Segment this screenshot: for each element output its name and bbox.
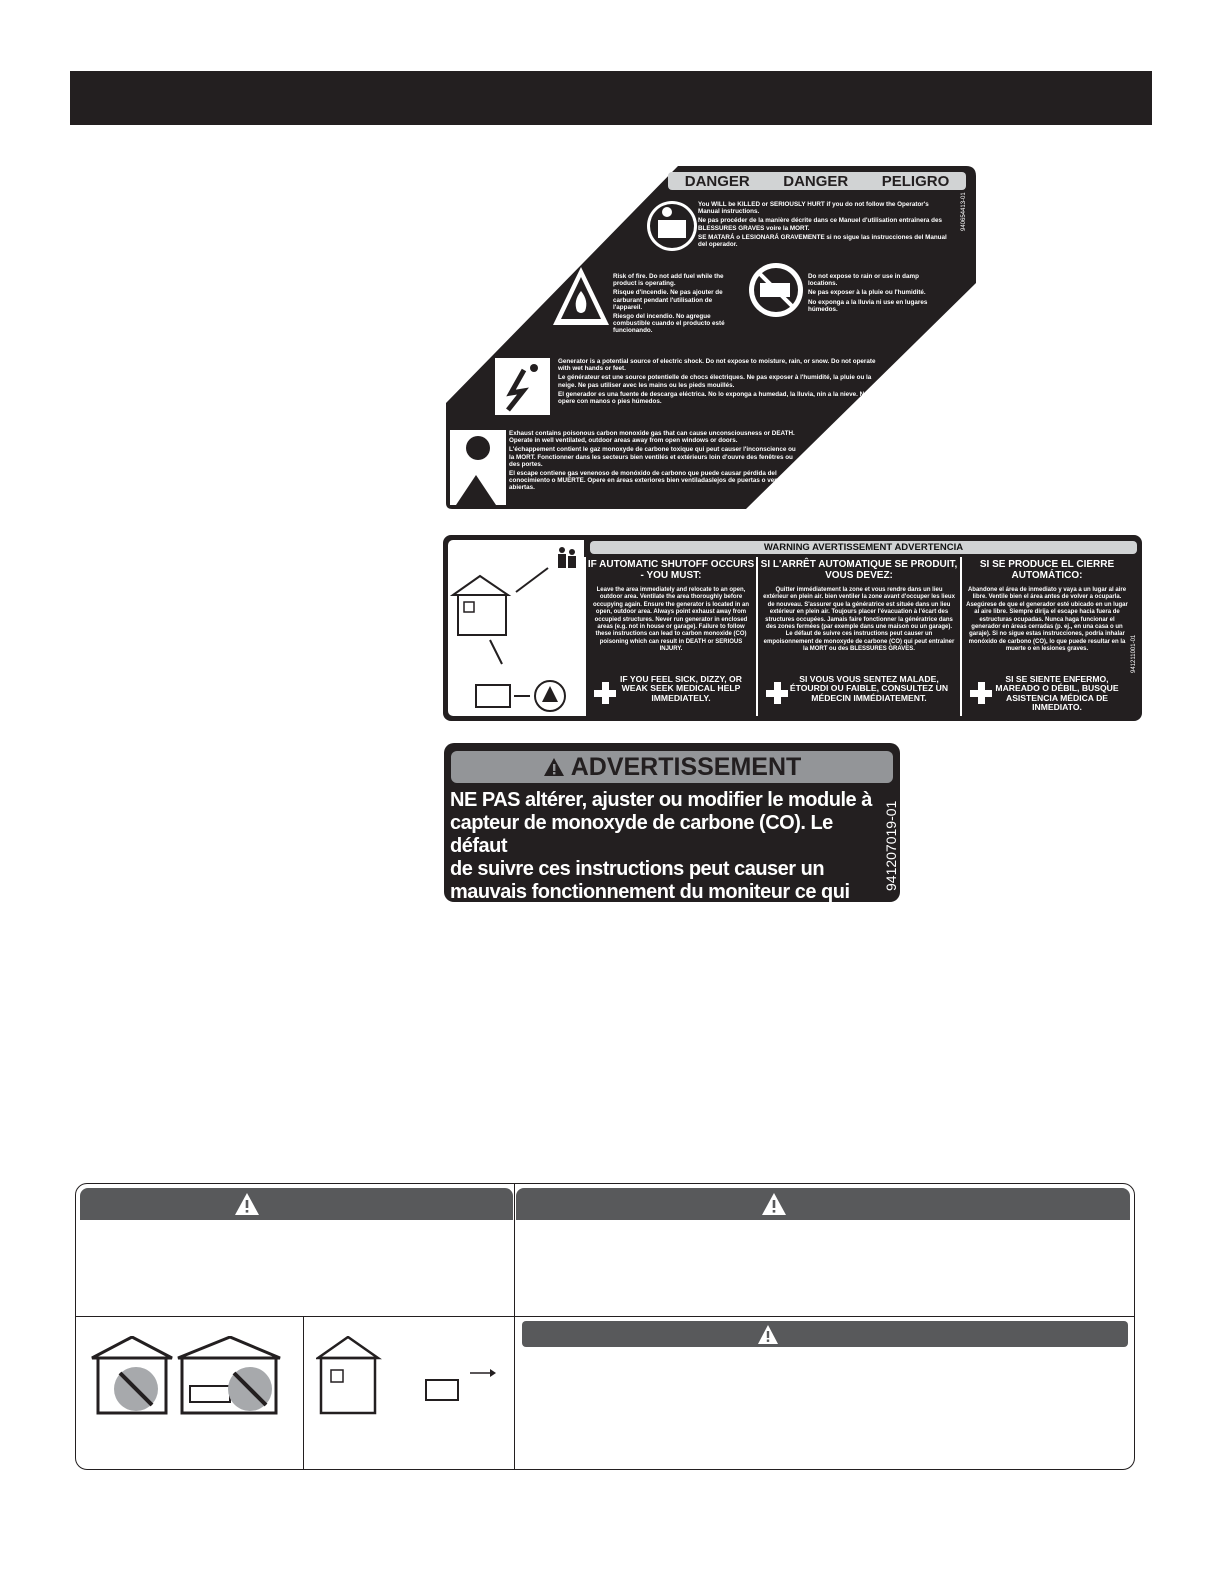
fire-warning-text: Risk of fire. Do not add fuel while the product is operating. Risque d'incendie. Ne pas ajouter de carburant pendant l'utilisation de l'appareil. Riesgo del incendio. No agregue combustible cuando el producto esté funcionando. [613, 273, 725, 335]
warning-column-es [962, 557, 1132, 715]
table-subheader [522, 1321, 1128, 1347]
column-footer: IF YOU FEEL SICK, DIZZY, OR WEAK SEEK MEDICAL HELP IMMEDIATELY. [620, 674, 742, 703]
warning-header: WARNING AVERTISSEMENT ADVERTENCIA [590, 541, 1137, 554]
table-divider [514, 1184, 515, 1469]
warning-column-fr [758, 557, 960, 715]
danger-header-fr: DANGER [783, 172, 849, 190]
danger-header-es: PELIGRO [881, 172, 950, 190]
warning-column-en [586, 557, 756, 715]
no-indoor-use-icon [90, 1336, 310, 1416]
safety-table [75, 1183, 1135, 1470]
danger-header [668, 172, 966, 190]
table-header-left [80, 1188, 513, 1220]
shock-warning-text: Generator is a potential source of electric shock. Do not expose to moisture, rain, or snow. Do not operate with wet hands or feet. Le générateur est une source potentielle de chocs électriques. Ne pas exposer à l'humidité, la pluie ou la neige. Ne pas utiliser avec les mains ou les pieds mouillés. El generador es una fuente de descarga eléctrica. No lo exponga a humedad, la lluvia, nin a la nieve. No opere con manos o pies húmedos. [558, 358, 876, 406]
column-footer: SI VOUS VOUS SENTEZ MALADE, ÉTOURDI OU FAIBLE, CONSULTEZ UN MÉDECIN IMMÉDIATEMENT. [789, 674, 949, 703]
section-header-bar [70, 71, 1152, 125]
column-footer: SI SE SIENTE ENFERMO, MAREADO O DÉBIL, BUSQUE ASISTENCIA MÉDICA DE INMEDIATO. [995, 674, 1119, 713]
danger-header-en: DANGER [684, 172, 750, 190]
column-body: Abandone el área de inmediato y vaya a un lugar al aire libre. Ventile bien el área antes de volver a ocuparla. Asegúrese de que el generador esté ubicado en un lugar al aire libre. Siempre dirija el escape hacia fuera de estructuras ocupadas. Nunca haga funcionar el generador en áreas cerradas (p. ej., en una casa o un garaje). Si no sigue estas instrucciones, podría inhalar monóxido de carbono (CO), lo que puede resultar en la muerte o en lesiones graves. [966, 587, 1128, 653]
outdoor-use-icon [316, 1336, 506, 1416]
warning-triangle-icon [543, 757, 565, 777]
warning-triangle-icon [761, 1192, 787, 1216]
manual-warning-text: You WILL be KILLED or SERIOUSLY HURT if you do not follow the Operator's Manual instructions. Ne pas procéder de la manière décrite dans ce Manuel d'utilisation entraînera des BLESSURES GRAVES voire la MORT. SE MATARÁ o LESIONARÁ GRAVEMENTE si no sigue las instrucciones del Manual del operador. [698, 201, 947, 249]
co-illustration [448, 540, 584, 716]
advertissement-header: ADVERTISSEMENT [451, 751, 893, 783]
column-body: Quitter immédiatement la zone et vous rendre dans un lieu extérieur en plein air. bien ventiler la zone avant d'occuper les lieux de nouveau. S'assurer que la génératrice est située dans un lieu extérieur en plein air. Toujours placer l'évacuation à l'écart des structures occupées. Jamais faire fonctionner la génératrice dans des zones fermées (par exemple dans une maison ou un garage). Le défaut de suivre ces instructions peut causer un empoisonnement de monoxyde de carbone (CO) qui peut entraîner la MORT ou des BLESSURES GRAVES. [763, 587, 955, 653]
warning-part-number: 941211001-01 [1131, 634, 1137, 673]
advertissement-part-number: 941207019-01 [883, 800, 899, 891]
column-body: Leave the area immediately and relocate to an open, outdoor area. Ventilate the area thoroughly before occupying again. Ensure the generator is located in an open, outdoor area. Always point exhaust away from occupied structures. Never run generator in enclosed areas (e.g. not in house or garage). Failure to follow these instructions can lead to carbon monoxide (CO) poisoning which can result in DEATH or SERIOUS INJURY. [592, 587, 750, 653]
co-warning-label [443, 535, 1142, 721]
table-divider [76, 1316, 1134, 1317]
column-title: IF AUTOMATIC SHUTOFF OCCURS - YOU MUST: [587, 559, 755, 581]
column-title: SI L'ARRÊT AUTOMATIQUE SE PRODUIT, VOUS DEVEZ: [760, 559, 958, 581]
advertissement-body: NE PAS altérer, ajuster ou modifier le module à capteur de monoxyde de carbone (CO). Le défaut de suivre ces instructions peut causer un mauvais fonctionnement du moniteur ce qui peut entraîner la mort ou des blessures graves. [450, 789, 872, 949]
danger-label [446, 165, 976, 512]
rain-warning-text: Do not expose to rain or use in damp locations. Ne pas exposer à la pluie ou l'humidité. No exponga a la lluvia ni use en lugares húmedos. [808, 273, 928, 313]
danger-part-number: 940654413-01 [961, 192, 967, 231]
table-header-right [516, 1188, 1130, 1220]
warning-triangle-icon [234, 1192, 260, 1216]
column-title: SI SE PRODUCE EL CIERRE AUTOMÁTICO: [979, 559, 1115, 581]
advertissement-label [444, 743, 900, 949]
warning-triangle-icon [757, 1324, 779, 1345]
exhaust-warning-text: Exhaust contains poisonous carbon monoxide gas that can cause unconsciousness or DEATH. Operate in well ventilated, outdoor areas away from open windows or doors. L'échappement contient le gaz monoxyde de carbone toxique qui peut causer l'inconscience ou la MORT. Fonctionner dans les secteurs bien ventilés et extérieurs loin d'ouvre des fenêtres ou des portes. El escape contiene gas venenoso de monóxido de carbono que puede causar pérdida del conocimiento o MUERTE. Opere en áreas exteriores bien ventiladaslejos de puertas o ventanas abiertas. [509, 430, 796, 492]
